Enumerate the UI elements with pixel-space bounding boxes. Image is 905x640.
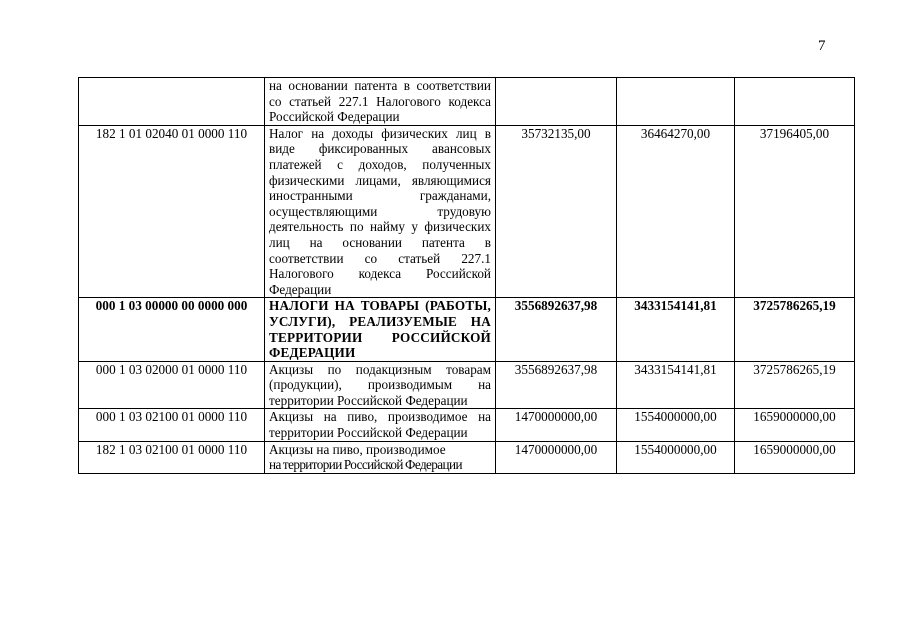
revenue-name-cell xyxy=(265,441,496,473)
revenue-name-cell: на основании патента в соответствии со статьей 227.1 Налогового кодекса Российской Федерации xyxy=(265,78,496,126)
amount-year2-cell: 3433154141,81 xyxy=(617,361,735,409)
revenue-name-line: Акцизы на пиво, производимое xyxy=(269,441,446,457)
revenue-name-cell: Акцизы по подакцизным товарам (продукции), производимым на территории Российской Федерации xyxy=(265,361,496,409)
table-row xyxy=(79,125,855,298)
kbk-code-cell: 182 1 03 02100 01 0000 110 xyxy=(79,441,265,473)
amount-year3-cell: 1659000000,00 xyxy=(735,409,855,441)
amount-year2-cell: 1554000000,00 xyxy=(617,441,735,473)
revenue-name-line: на территории Российской Федерации xyxy=(269,457,462,473)
amount-year1-cell: 3556892637,98 xyxy=(496,361,617,409)
amount-year3-cell: 3725786265,19 xyxy=(735,298,855,361)
table-row xyxy=(79,361,855,409)
page-number: 7 xyxy=(818,38,826,54)
amount-year3-cell: 1659000000,00 xyxy=(735,441,855,473)
kbk-code-cell: 000 1 03 00000 00 0000 000 xyxy=(79,298,265,361)
amount-year2-cell xyxy=(617,78,735,126)
budget-table xyxy=(78,77,855,474)
revenue-name-cell: НАЛОГИ НА ТОВАРЫ (РАБОТЫ, УСЛУГИ), РЕАЛИЗУЕМЫЕ НА ТЕРРИТОРИИ РОССИЙСКОЙ ФЕДЕРАЦИИ xyxy=(265,298,496,361)
table-row xyxy=(79,441,855,473)
kbk-code-cell xyxy=(79,78,265,126)
revenue-name-cell: Налог на доходы физических лиц в виде фиксированных авансовых платежей с доходов, полученных физическими лицами, являющимися иностранными гражданами, осуществляющими трудовую деятельность по найму у физических лиц на основании патента в соответствии со статьей 227.1 Налогового кодекса Российской Федерации xyxy=(265,125,496,298)
amount-year1-cell: 35732135,00 xyxy=(496,125,617,298)
amount-year3-cell: 37196405,00 xyxy=(735,125,855,298)
amount-year2-cell: 36464270,00 xyxy=(617,125,735,298)
kbk-code-cell: 000 1 03 02000 01 0000 110 xyxy=(79,361,265,409)
table-row xyxy=(79,78,855,126)
amount-year2-cell: 1554000000,00 xyxy=(617,409,735,441)
kbk-code-cell: 182 1 01 02040 01 0000 110 xyxy=(79,125,265,298)
amount-year1-cell: 1470000000,00 xyxy=(496,409,617,441)
amount-year2-cell: 3433154141,81 xyxy=(617,298,735,361)
amount-year3-cell xyxy=(735,78,855,126)
amount-year3-cell: 3725786265,19 xyxy=(735,361,855,409)
amount-year1-cell: 3556892637,98 xyxy=(496,298,617,361)
table-row xyxy=(79,409,855,441)
amount-year1-cell: 1470000000,00 xyxy=(496,441,617,473)
amount-year1-cell xyxy=(496,78,617,126)
kbk-code-cell: 000 1 03 02100 01 0000 110 xyxy=(79,409,265,441)
revenue-name-cell: Акцизы на пиво, производимое на территории Российской Федерации xyxy=(265,409,496,441)
table-row xyxy=(79,298,855,361)
